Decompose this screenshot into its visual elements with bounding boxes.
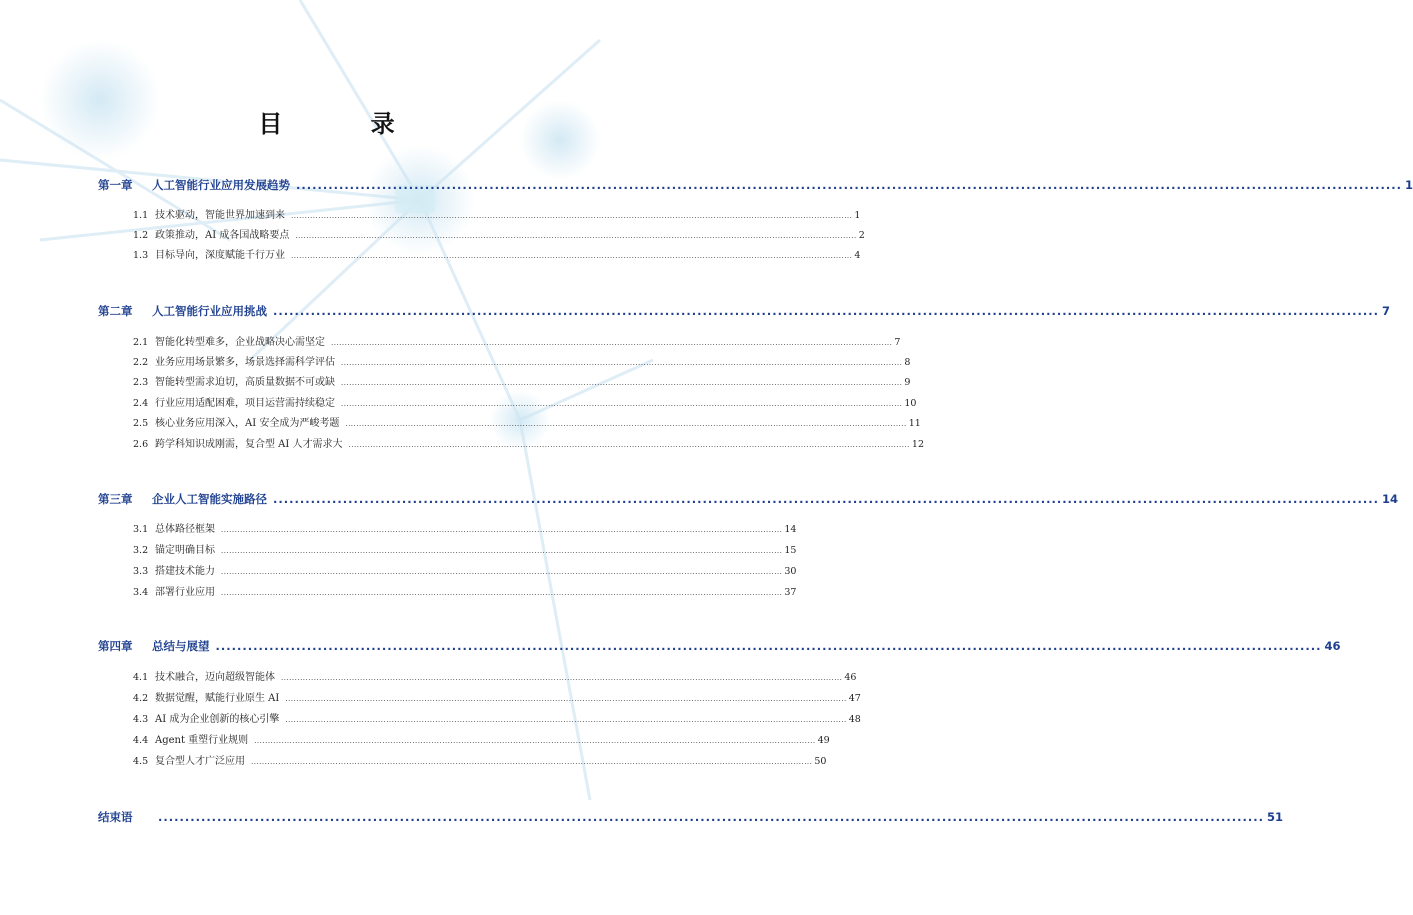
section-title: 复合型人才广泛应用 [155, 756, 245, 767]
toc-chapter-4[interactable] [98, 638, 1341, 656]
chapter-page-number: 14 [1381, 492, 1398, 506]
dot-leader: .............................................................................................................................................................................................................. [273, 492, 1379, 506]
section-number: 3.3 [133, 566, 149, 577]
section-page-number: 1 [854, 210, 861, 221]
section-number: 2.1 [133, 337, 149, 348]
chapter-number: 第一章 [98, 178, 133, 192]
chapter-page-number: 7 [1381, 304, 1390, 318]
dot-leader: .............................................................................................................................................................................................................. [291, 212, 853, 220]
chapter-title: 人工智能行业应用挑战 [152, 304, 267, 318]
dot-leader: .............................................................................................................................................................................................................. [285, 695, 847, 703]
toc-section-4-3[interactable] [133, 710, 861, 726]
section-number: 4.1 [133, 672, 149, 683]
section-title: 搭建技术能力 [155, 566, 215, 577]
toc-section-2-1[interactable] [133, 333, 901, 349]
toc-section-3-3[interactable] [133, 562, 797, 578]
toc-section-2-3[interactable] [133, 373, 911, 389]
section-number: 2.3 [133, 377, 149, 388]
dot-leader: .............................................................................................................................................................................................................. [331, 339, 893, 347]
section-title: Agent 重塑行业规则 [155, 735, 249, 746]
dot-leader: .............................................................................................................................................................................................................. [221, 526, 783, 534]
dot-leader: .............................................................................................................................................................................................................. [341, 400, 903, 408]
chapter-number: 第三章 [98, 492, 133, 506]
dot-leader: .............................................................................................................................................................................................................. [221, 547, 783, 555]
dot-leader: .............................................................................................................................................................................................................. [273, 304, 1379, 318]
toc-section-3-2[interactable] [133, 541, 797, 557]
section-number: 4.5 [133, 756, 149, 767]
chapter-title: 总结与展望 [152, 639, 210, 653]
toc-section-4-5[interactable] [133, 752, 827, 768]
section-title: 智能转型需求迫切，高质量数据不可或缺 [155, 377, 335, 388]
section-page-number: 46 [844, 672, 857, 683]
section-title: 目标导向，深度赋能千行万业 [155, 250, 285, 261]
section-page-number: 10 [904, 398, 917, 409]
section-title: 核心业务应用深入，AI 安全成为严峻考题 [155, 418, 340, 429]
section-number: 3.4 [133, 587, 149, 598]
section-number: 4.4 [133, 735, 149, 746]
chapter-page-number: 1 [1404, 178, 1413, 192]
section-title: 总体路径框架 [155, 524, 215, 535]
section-number: 1.2 [133, 230, 149, 241]
toc-section-4-4[interactable] [133, 731, 830, 747]
section-page-number: 9 [904, 377, 911, 388]
dot-leader: .............................................................................................................................................................................................................. [251, 758, 813, 766]
toc-section-3-1[interactable] [133, 520, 797, 536]
section-page-number: 7 [894, 337, 901, 348]
section-page-number: 8 [904, 357, 911, 368]
toc-section-4-2[interactable] [133, 689, 861, 705]
section-page-number: 30 [784, 566, 797, 577]
section-page-number: 48 [848, 714, 861, 725]
toc-section-2-4[interactable] [133, 394, 917, 410]
dot-leader: .............................................................................................................................................................................................................. [345, 420, 907, 428]
toc-closing-remarks[interactable] [98, 809, 1283, 827]
section-page-number: 2 [858, 230, 865, 241]
toc-section-3-4[interactable] [133, 583, 797, 599]
section-title: 业务应用场景繁多，场景选择需科学评估 [155, 357, 335, 368]
section-page-number: 11 [908, 418, 921, 429]
section-title: 跨学科知识成刚需，复合型 AI 人才需求大 [155, 439, 343, 450]
dot-leader: .............................................................................................................................................................................................................. [281, 674, 843, 682]
dot-leader: .............................................................................................................................................................................................................. [221, 568, 783, 576]
dot-leader: .............................................................................................................................................................................................................. [296, 178, 1402, 192]
section-page-number: 12 [911, 439, 924, 450]
chapter-number: 第四章 [98, 639, 133, 653]
dot-leader: .............................................................................................................................................................................................................. [341, 359, 903, 367]
section-title: 锚定明确目标 [155, 545, 215, 556]
dot-leader: .............................................................................................................................................................................................................. [285, 716, 847, 724]
section-title: AI 成为企业创新的核心引擎 [155, 714, 280, 725]
dot-leader: .............................................................................................................................................................................................................. [215, 639, 1322, 653]
toc-section-4-1[interactable] [133, 668, 857, 684]
section-title: 技术融合，迈向超级智能体 [155, 672, 275, 683]
section-page-number: 4 [854, 250, 861, 261]
section-title: 技术驱动，智能世界加速到来 [155, 210, 285, 221]
toc-section-1-3[interactable] [133, 246, 861, 262]
section-page-number: 37 [784, 587, 797, 598]
toc-section-1-2[interactable] [133, 226, 865, 242]
section-number: 3.2 [133, 545, 149, 556]
section-page-number: 50 [814, 756, 827, 767]
toc-section-1-1[interactable] [133, 206, 861, 222]
dot-leader: .............................................................................................................................................................................................................. [341, 379, 903, 387]
section-title: 智能化转型难多，企业战略决心需坚定 [155, 337, 325, 348]
chapter-page-number: 46 [1324, 639, 1341, 653]
section-page-number: 47 [848, 693, 861, 704]
section-number: 1.3 [133, 250, 149, 261]
page-title: 目 录 [258, 110, 435, 138]
section-title: 部署行业应用 [155, 587, 215, 598]
section-number: 2.2 [133, 357, 149, 368]
chapter-title: 企业人工智能实施路径 [152, 492, 267, 506]
toc-section-2-2[interactable] [133, 353, 911, 369]
toc-section-2-5[interactable] [133, 414, 921, 430]
section-number: 1.1 [133, 210, 149, 221]
section-number: 2.5 [133, 418, 149, 429]
section-number: 3.1 [133, 524, 149, 535]
section-title: 数据觉醒，赋能行业原生 AI [155, 693, 280, 704]
section-number: 4.3 [133, 714, 149, 725]
chapter-page-number: 51 [1266, 810, 1283, 824]
toc-chapter-1[interactable] [98, 177, 1413, 195]
dot-leader: .............................................................................................................................................................................................................. [221, 589, 783, 597]
toc-section-2-6[interactable] [133, 435, 924, 451]
toc-chapter-2[interactable] [98, 303, 1390, 321]
section-title: 政策推动，AI 成各国战略要点 [155, 230, 290, 241]
section-number: 4.2 [133, 693, 149, 704]
dot-leader: .............................................................................................................................................................................................................. [295, 232, 857, 240]
chapter-number: 第二章 [98, 304, 133, 318]
section-page-number: 49 [817, 735, 830, 746]
dot-leader: .............................................................................................................................................................................................................. [158, 810, 1264, 824]
toc-chapter-3[interactable] [98, 491, 1398, 509]
section-page-number: 15 [784, 545, 797, 556]
section-page-number: 14 [784, 524, 797, 535]
chapter-title: 人工智能行业应用发展趋势 [152, 178, 290, 192]
dot-leader: .............................................................................................................................................................................................................. [348, 441, 910, 449]
section-number: 2.6 [133, 439, 149, 450]
section-number: 2.4 [133, 398, 149, 409]
chapter-number: 结束语 [98, 810, 133, 824]
dot-leader: .............................................................................................................................................................................................................. [291, 252, 853, 260]
dot-leader: .............................................................................................................................................................................................................. [254, 737, 816, 745]
section-title: 行业应用适配困难，项目运营需持续稳定 [155, 398, 335, 409]
